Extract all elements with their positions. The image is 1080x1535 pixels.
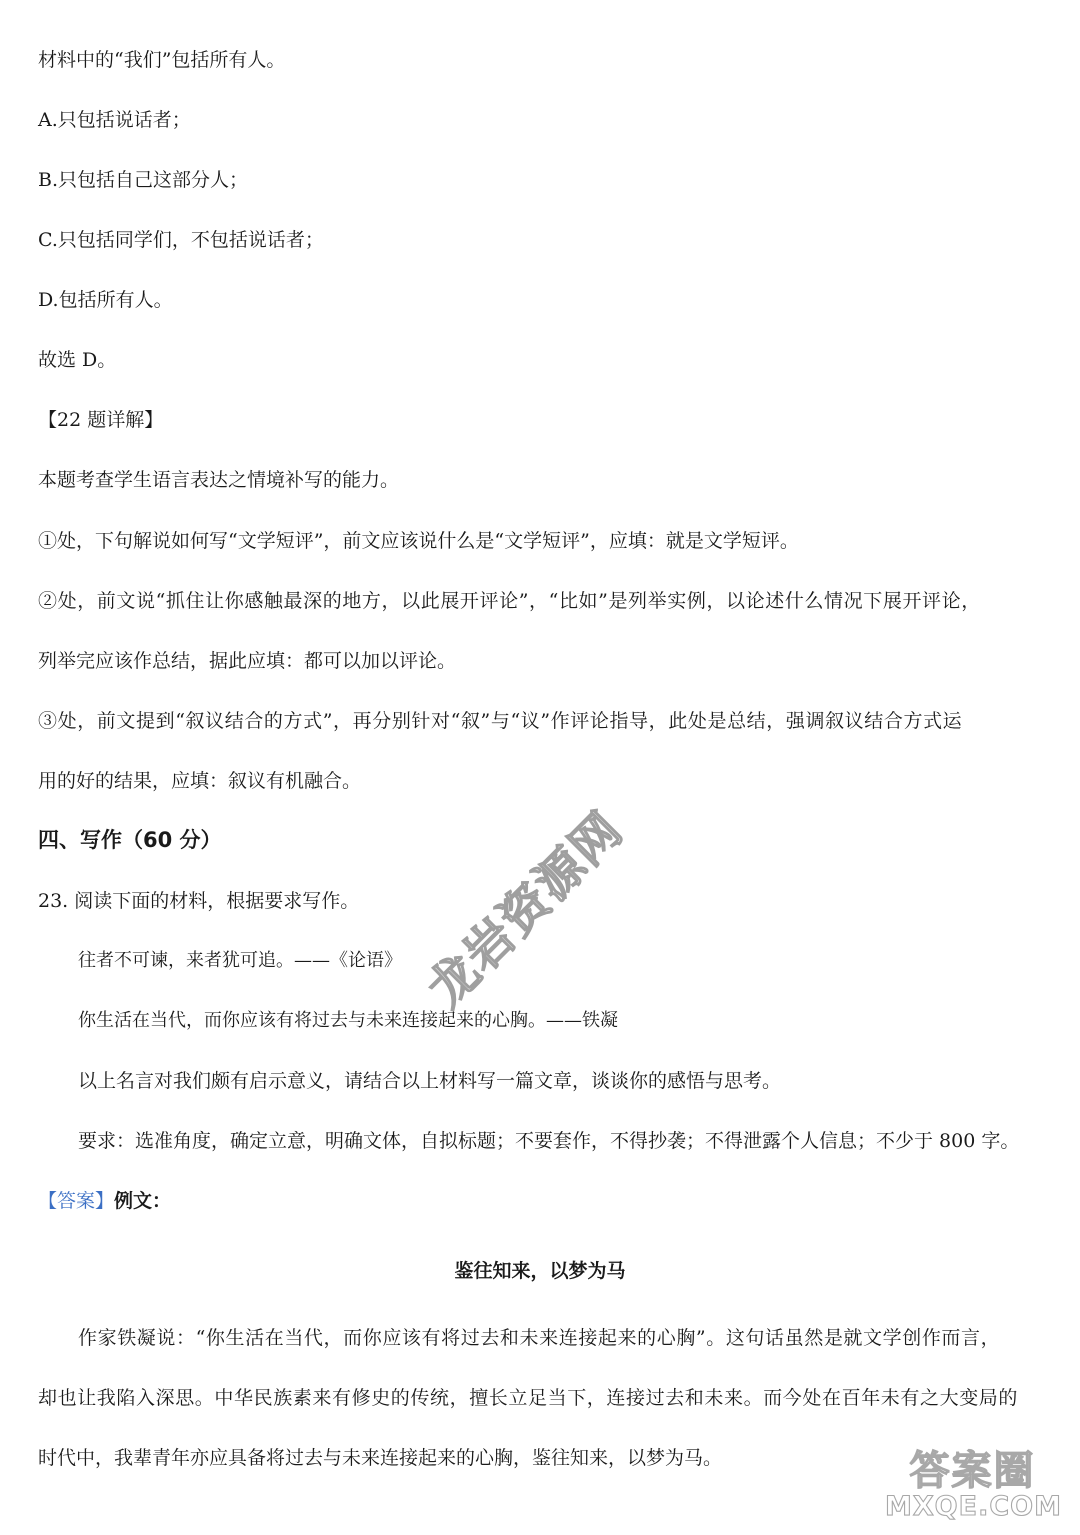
answer-label-row — [38, 1188, 171, 1214]
essay-line-3: 时代中，我辈青年亦应具备将过去与未来连接起来的心胸，鉴往知来，以梦为马。 — [38, 1447, 723, 1469]
q22-point-3-line-2: 用的好的结果，应填：叙议有机融合。 — [38, 770, 362, 792]
q22-point-2-line-1: ②处，前文说“抓住让你感触最深的地方，以此展开评论”，“比如”是列举实例，以论述什么情况下展开评论， — [38, 590, 981, 612]
essay-title: 鉴往知来，以梦为马 — [454, 1260, 626, 1282]
q22-intro: 本题考查学生语言表达之情境补写的能力。 — [38, 469, 400, 491]
option-a: A.只包括说话者； — [38, 109, 191, 131]
sample-essay-label: 例文： — [114, 1190, 172, 1212]
intro-paragraph: 材料中的“我们”包括所有人。 — [38, 49, 286, 71]
writing-instruction: 以上名言对我们颇有启示意义，请结合以上材料写一篇文章，谈谈你的感悟与思考。 — [78, 1070, 782, 1092]
center-watermark — [400, 720, 700, 1018]
option-c: C.只包括同学们，不包括说话者； — [38, 229, 324, 251]
section-heading-writing: 四、写作（60 分） — [38, 828, 222, 852]
quote-tieni: 你生活在当代，而你应该有将过去与未来连接起来的心胸。——铁凝 — [78, 1010, 618, 1031]
center-watermark-text: 龙岩资源网 — [417, 800, 635, 1018]
option-b: B.只包括自己这部分人； — [38, 169, 249, 191]
q22-heading: 【22 题详解】 — [38, 409, 164, 431]
corner-watermark-url: MXQE.COM — [885, 1491, 1062, 1522]
option-d: D.包括所有人。 — [38, 289, 173, 311]
writing-requirements: 要求：选准角度，确定立意，明确文体，自拟标题；不要套作，不得抄袭；不得泄露个人信息；不少于 800 字。 — [78, 1130, 1020, 1152]
essay-line-1: 作家铁凝说：“你生活在当代，而你应该有将过去和未来连接起来的心胸”。这句话虽然是就文学创作而言， — [78, 1327, 1001, 1349]
answer-tag: 【答案】 — [38, 1190, 115, 1212]
corner-watermark — [885, 1439, 1060, 1531]
essay-line-2: 却也让我陷入深思。中华民族素来有修史的传统，擅长立足当下，连接过去和未来。而今处在百年未有之大变局的 — [38, 1387, 1019, 1409]
q22-point-1: ①处，下句解说如何写“文学短评”，前文应该说什么是“文学短评”，应填：就是文学短评。 — [38, 530, 799, 552]
corner-watermark-logo: 答案圈 — [909, 1448, 1036, 1494]
q23-prompt: 23. 阅读下面的材料，根据要求写作。 — [38, 890, 360, 912]
q22-point-2-line-2: 列举完应该作总结，据此应填：都可以加以评论。 — [38, 650, 457, 672]
q22-point-3-line-1: ③处，前文提到“叙议结合的方式”，再分别针对“叙”与“议”作评论指导，此处是总结，强调叙议结合方式运 — [38, 710, 963, 732]
quote-lunyu: 往者不可谏，来者犹可追。——《论语》 — [78, 950, 402, 971]
answer-choice: 故选 D。 — [38, 349, 117, 371]
